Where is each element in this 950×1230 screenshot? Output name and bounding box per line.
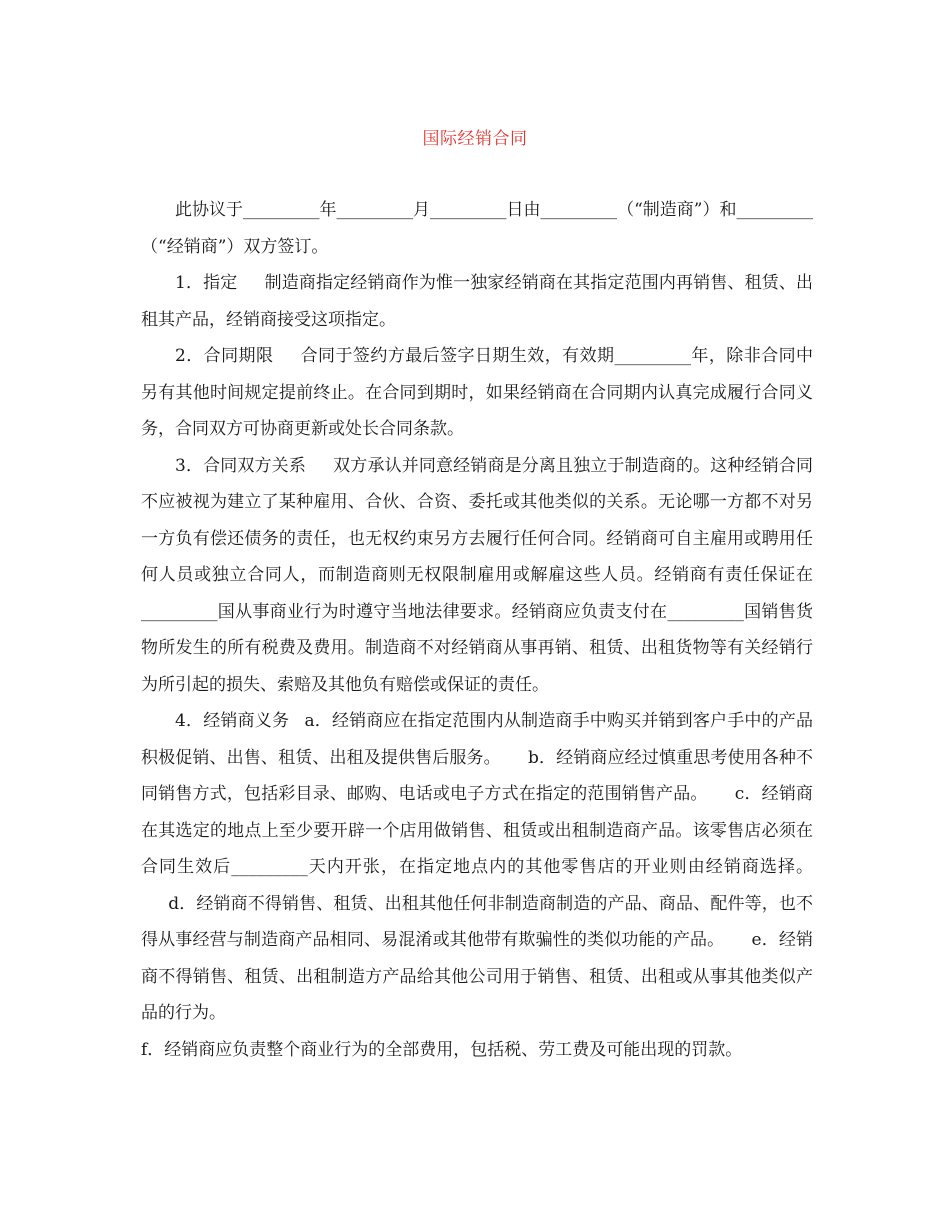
section-2 bbox=[141, 338, 813, 448]
section-4-item-b: b．经销商应经过慎重思考使用各种不同销售方式，包括彩目录、邮购、电话或电子方式在指定的范围销售产品。 bbox=[141, 747, 813, 804]
intro-paragraph: 此协议于_________年_________月_________日由_________（“制造商”）和_________（“经销商”）双方签订。 bbox=[141, 200, 813, 257]
document-title: 国际经销合同 bbox=[422, 129, 528, 149]
section-2-heading: 2．合同期限 bbox=[175, 346, 274, 366]
section-4-item-a: a．经销商应在指定范围内从制造商手中购买并销到客户手中的产品积极促销、出售、租赁、出租及提供售后服务。 bbox=[141, 711, 813, 768]
section-4 bbox=[141, 703, 813, 1032]
section-4-item-f: f．经销商应负责整个商业行为的全部费用，包括税、劳工费及可能出现的罚款。 bbox=[141, 1039, 743, 1060]
section-3 bbox=[141, 448, 813, 704]
section-3-heading: 3．合同双方关系 bbox=[175, 455, 306, 476]
section-1-text: 制造商指定经销商作为惟一独家经销商在其指定范围内再销售、租赁、出租其产品，经销商接受这项指定。 bbox=[141, 273, 813, 330]
section-4-heading: 4．经销商义务 bbox=[175, 711, 290, 731]
section-1-heading: 1．指定 bbox=[175, 273, 238, 293]
section-4-item-e: e．经销商不得销售、租赁、出租制造方产品给其他公司用于销售、租赁、出租或从事其他类似产品的行为。 bbox=[141, 930, 814, 1023]
section-2-text: 合同于签约方最后签字日期生效，有效期_________年，除非合同中另有其他时间规定提前终止。在合同到期时，如果经销商在合同期内认真完成履行合同义务，合同双方可协商更新或处长合同条款。 bbox=[141, 346, 813, 439]
section-3-text: 双方承认并同意经销商是分离且独立于制造商的。这种经销合同不应被视为建立了某种雇用、合伙、合资、委托或其他类似的关系。无论哪一方都不对另一方负有偿还债务的责任，也无权约束另方去履行任何合同。经销商可自主雇用或聘用任何人员或独立合同人，而制造商则无权限制雇用或解雇这些人员。经销商有责任保证在_________国从事商业行为时遵守当地法律要求。经销商应负责支付在_________国销售货物所发生的所有税费及费用。制造商不对经销商从事再销、租赁、出租货物等有关经销行为所引起的损失、索赔及其他负有赔偿或保证的责任。 bbox=[141, 455, 814, 695]
section-1 bbox=[141, 265, 813, 338]
section-4-item-d: d．经销商不得销售、租赁、出租其他任何非制造商制造的产品、商品、配件等，也不得从事经营与制造商产品相同、易混淆或其他带有欺骗性的类似功能的产品。 bbox=[141, 893, 813, 950]
section-4-item-c: c．经销商在其选定的地点上至少要开辟一个店用做销售、租赁或出租制造商产品。该零售店必须在合同生效后_________天内开张，在指定地点内的其他零售店的开业则由经销商选择。 bbox=[141, 784, 813, 877]
contract-body bbox=[141, 192, 813, 1068]
